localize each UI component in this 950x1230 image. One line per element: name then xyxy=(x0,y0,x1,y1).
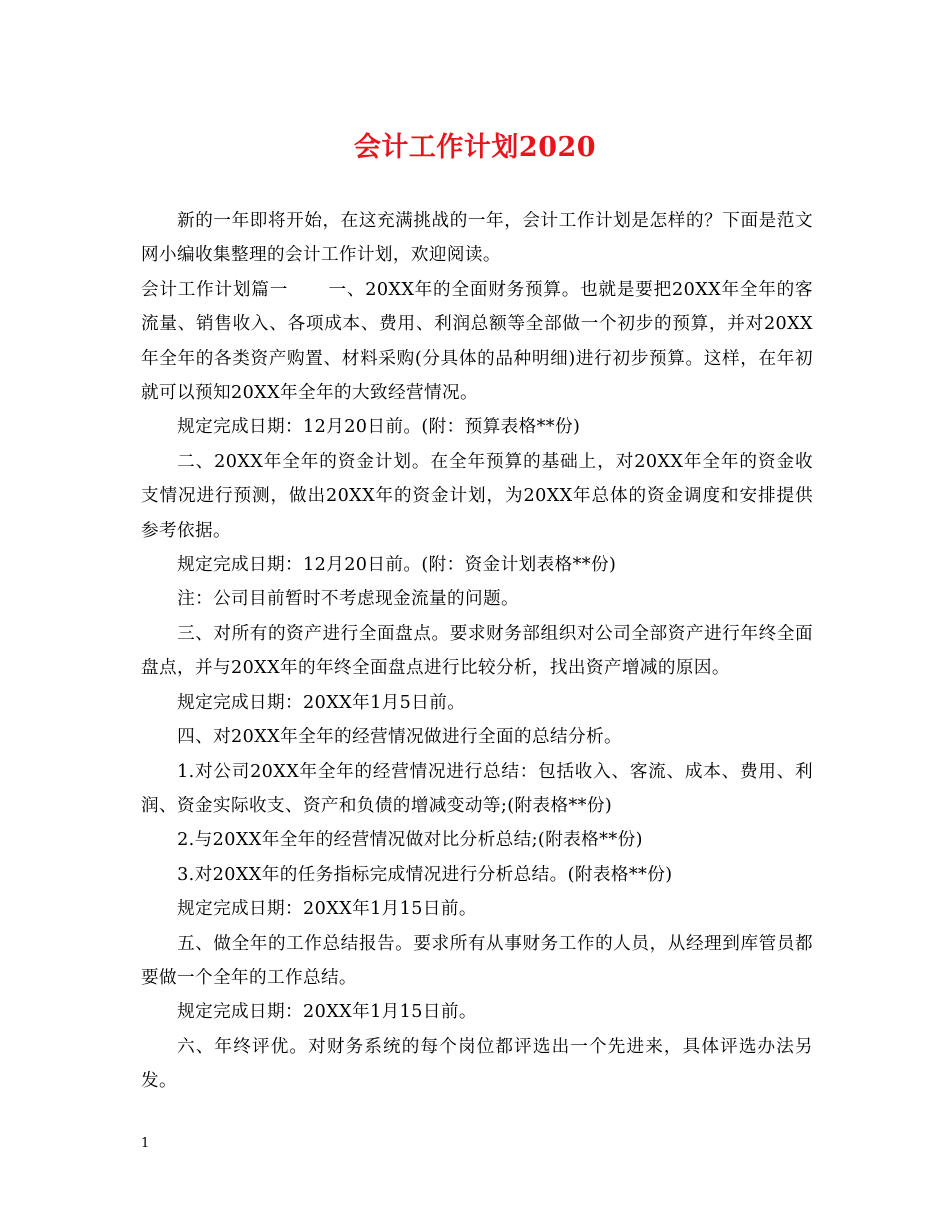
document-body xyxy=(141,204,813,1099)
paragraph-deadline-report: 规定完成日期：20XX年1月15日前。 xyxy=(177,1002,477,1023)
section-label: 会计工作计划篇一 xyxy=(141,279,289,300)
paragraph-work-report: 五、做全年的工作总结报告。要求所有从事财务工作的人员，从经理到库管员都要做一个全年的工作总结。 xyxy=(141,933,813,988)
section-text: 一、20XX年的全面财务预算。也就是要把20XX年全年的客流量、销售收入、各项成本、费用、利润总额等全部做一个初步的预算，并对20XX年全年的各类资产购置、材料采购(分具体的品种明细)进行初步预算。这样，在年初就可以预知20XX年全年的大致经营情况。 xyxy=(141,279,813,404)
paragraph-operations-summary: 四、对20XX年全年的经营情况做进行全面的总结分析。 xyxy=(177,727,622,748)
paragraph-summary-item-3: 3.对20XX年的任务指标完成情况进行分析总结。(附表格**份) xyxy=(177,864,673,885)
paragraph-year-end-award: 六、年终评优。对财务系统的每个岗位都评选出一个先进来，具体评选办法另发。 xyxy=(141,1036,813,1092)
paragraph-deadline-funding: 规定完成日期：12月20日前。(附：资金计划表格**份) xyxy=(177,555,617,576)
paragraph-section-one xyxy=(141,273,813,411)
paragraph-asset-inventory: 三、对所有的资产进行全面盘点。要求财务部组织对公司全部资产进行年终全面盘点，并与20XX年的年终全面盘点进行比较分析，找出资产增减的原因。 xyxy=(141,623,813,679)
paragraph-summary-item-1: 1.对公司20XX年全年的经营情况进行总结：包括收入、客流、成本、费用、利润、资金实际收支、资产和负债的增减变动等;(附表格**份) xyxy=(141,761,813,816)
paragraph-summary-item-2: 2.与20XX年全年的经营情况做对比分析总结;(附表格**份) xyxy=(177,830,643,851)
page-number: 1 xyxy=(141,1136,150,1151)
paragraph-funding-plan: 二、20XX年全年的资金计划。在全年预算的基础上，对20XX年全年的资金收支情况进行预测，做出20XX年的资金计划，为20XX年总体的资金调度和安排提供参考依据。 xyxy=(141,451,813,541)
paragraph-note: 注：公司目前暂时不考虑现金流量的问题。 xyxy=(177,589,519,610)
paragraph-deadline-summary: 规定完成日期：20XX年1月15日前。 xyxy=(177,899,477,920)
document-title: 会计工作计划2020 xyxy=(353,132,597,163)
paragraph-deadline-budget: 规定完成日期：12月20日前。(附：预算表格**份) xyxy=(177,417,581,438)
paragraph-intro: 新的一年即将开始，在这充满挑战的一年，会计工作计划是怎样的？下面是范文网小编收集整理的会计工作计划，欢迎阅读。 xyxy=(141,211,813,266)
paragraph-deadline-inventory: 规定完成日期：20XX年1月5日前。 xyxy=(177,692,466,713)
